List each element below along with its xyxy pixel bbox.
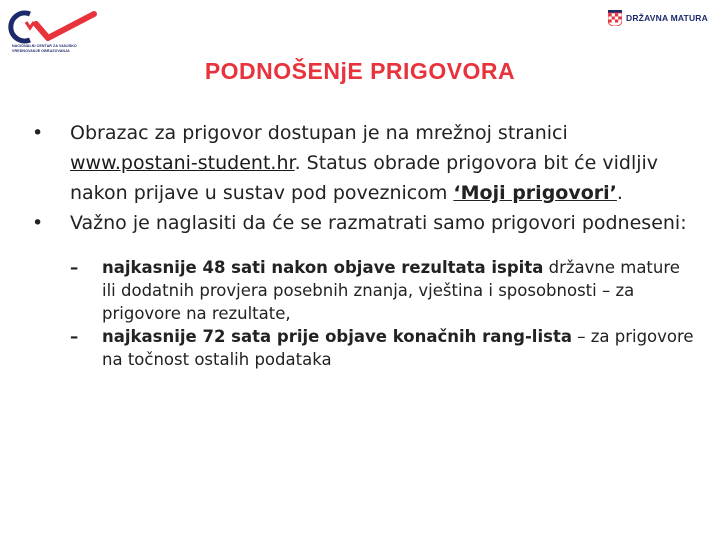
- croatian-coat-of-arms-icon: [608, 10, 622, 26]
- dash-marker: –: [70, 258, 79, 277]
- bullet-marker: •: [32, 212, 44, 234]
- dash-marker: –: [70, 327, 79, 346]
- postani-student-link[interactable]: www.postani-student.hr: [70, 152, 295, 174]
- moji-prigovori-link[interactable]: ‘Moji prigovori’: [453, 182, 617, 204]
- ncvvo-emblem-icon: [8, 8, 100, 44]
- logo-tagline: NACIONALNI CENTAR ZA VANJSKO VREDNOVANJE OBRAZOVANJA: [12, 44, 77, 53]
- drzavna-matura-logo: [608, 8, 708, 28]
- sub-list: [32, 256, 696, 371]
- sub-item-text: – za prigovore na točnost ostalih podataka: [102, 327, 694, 369]
- bullet-text: .: [616, 182, 623, 204]
- sub-item-bold: najkasnije 72 sata prije objave konačnih rang-lista: [102, 327, 572, 346]
- bullet-text: Važno je naglasiti da će se razmatrati samo prigovori podneseni:: [70, 212, 687, 234]
- sub-item-text: državne mature ili dodatnih provjera posebnih znanja, vještina i sposobnosti – za prigovore na rezultate,: [102, 258, 680, 323]
- ncvvo-logo: [8, 8, 100, 56]
- bullet-item: [32, 118, 696, 208]
- sub-item-bold: najkasnije 48 sati nakon objave rezultata ispita: [102, 258, 544, 277]
- sub-list-item: [32, 325, 696, 371]
- bullet-marker: •: [32, 122, 44, 144]
- drzavna-matura-brand-text: DRŽAVNA MATURA: [626, 13, 708, 23]
- bullet-item: [32, 208, 696, 238]
- page-title: PODNOŠENjE PRIGOVORA: [204, 58, 516, 84]
- bullet-text: . Status obrade prigovora bit će vidljiv nakon prijave u sustav pod poveznicom: [70, 152, 659, 204]
- bullet-text: Obrazac za prigovor dostupan je na mrežnoj stranici: [70, 122, 568, 144]
- sub-list-item: [32, 256, 696, 325]
- slide-content: [32, 118, 696, 371]
